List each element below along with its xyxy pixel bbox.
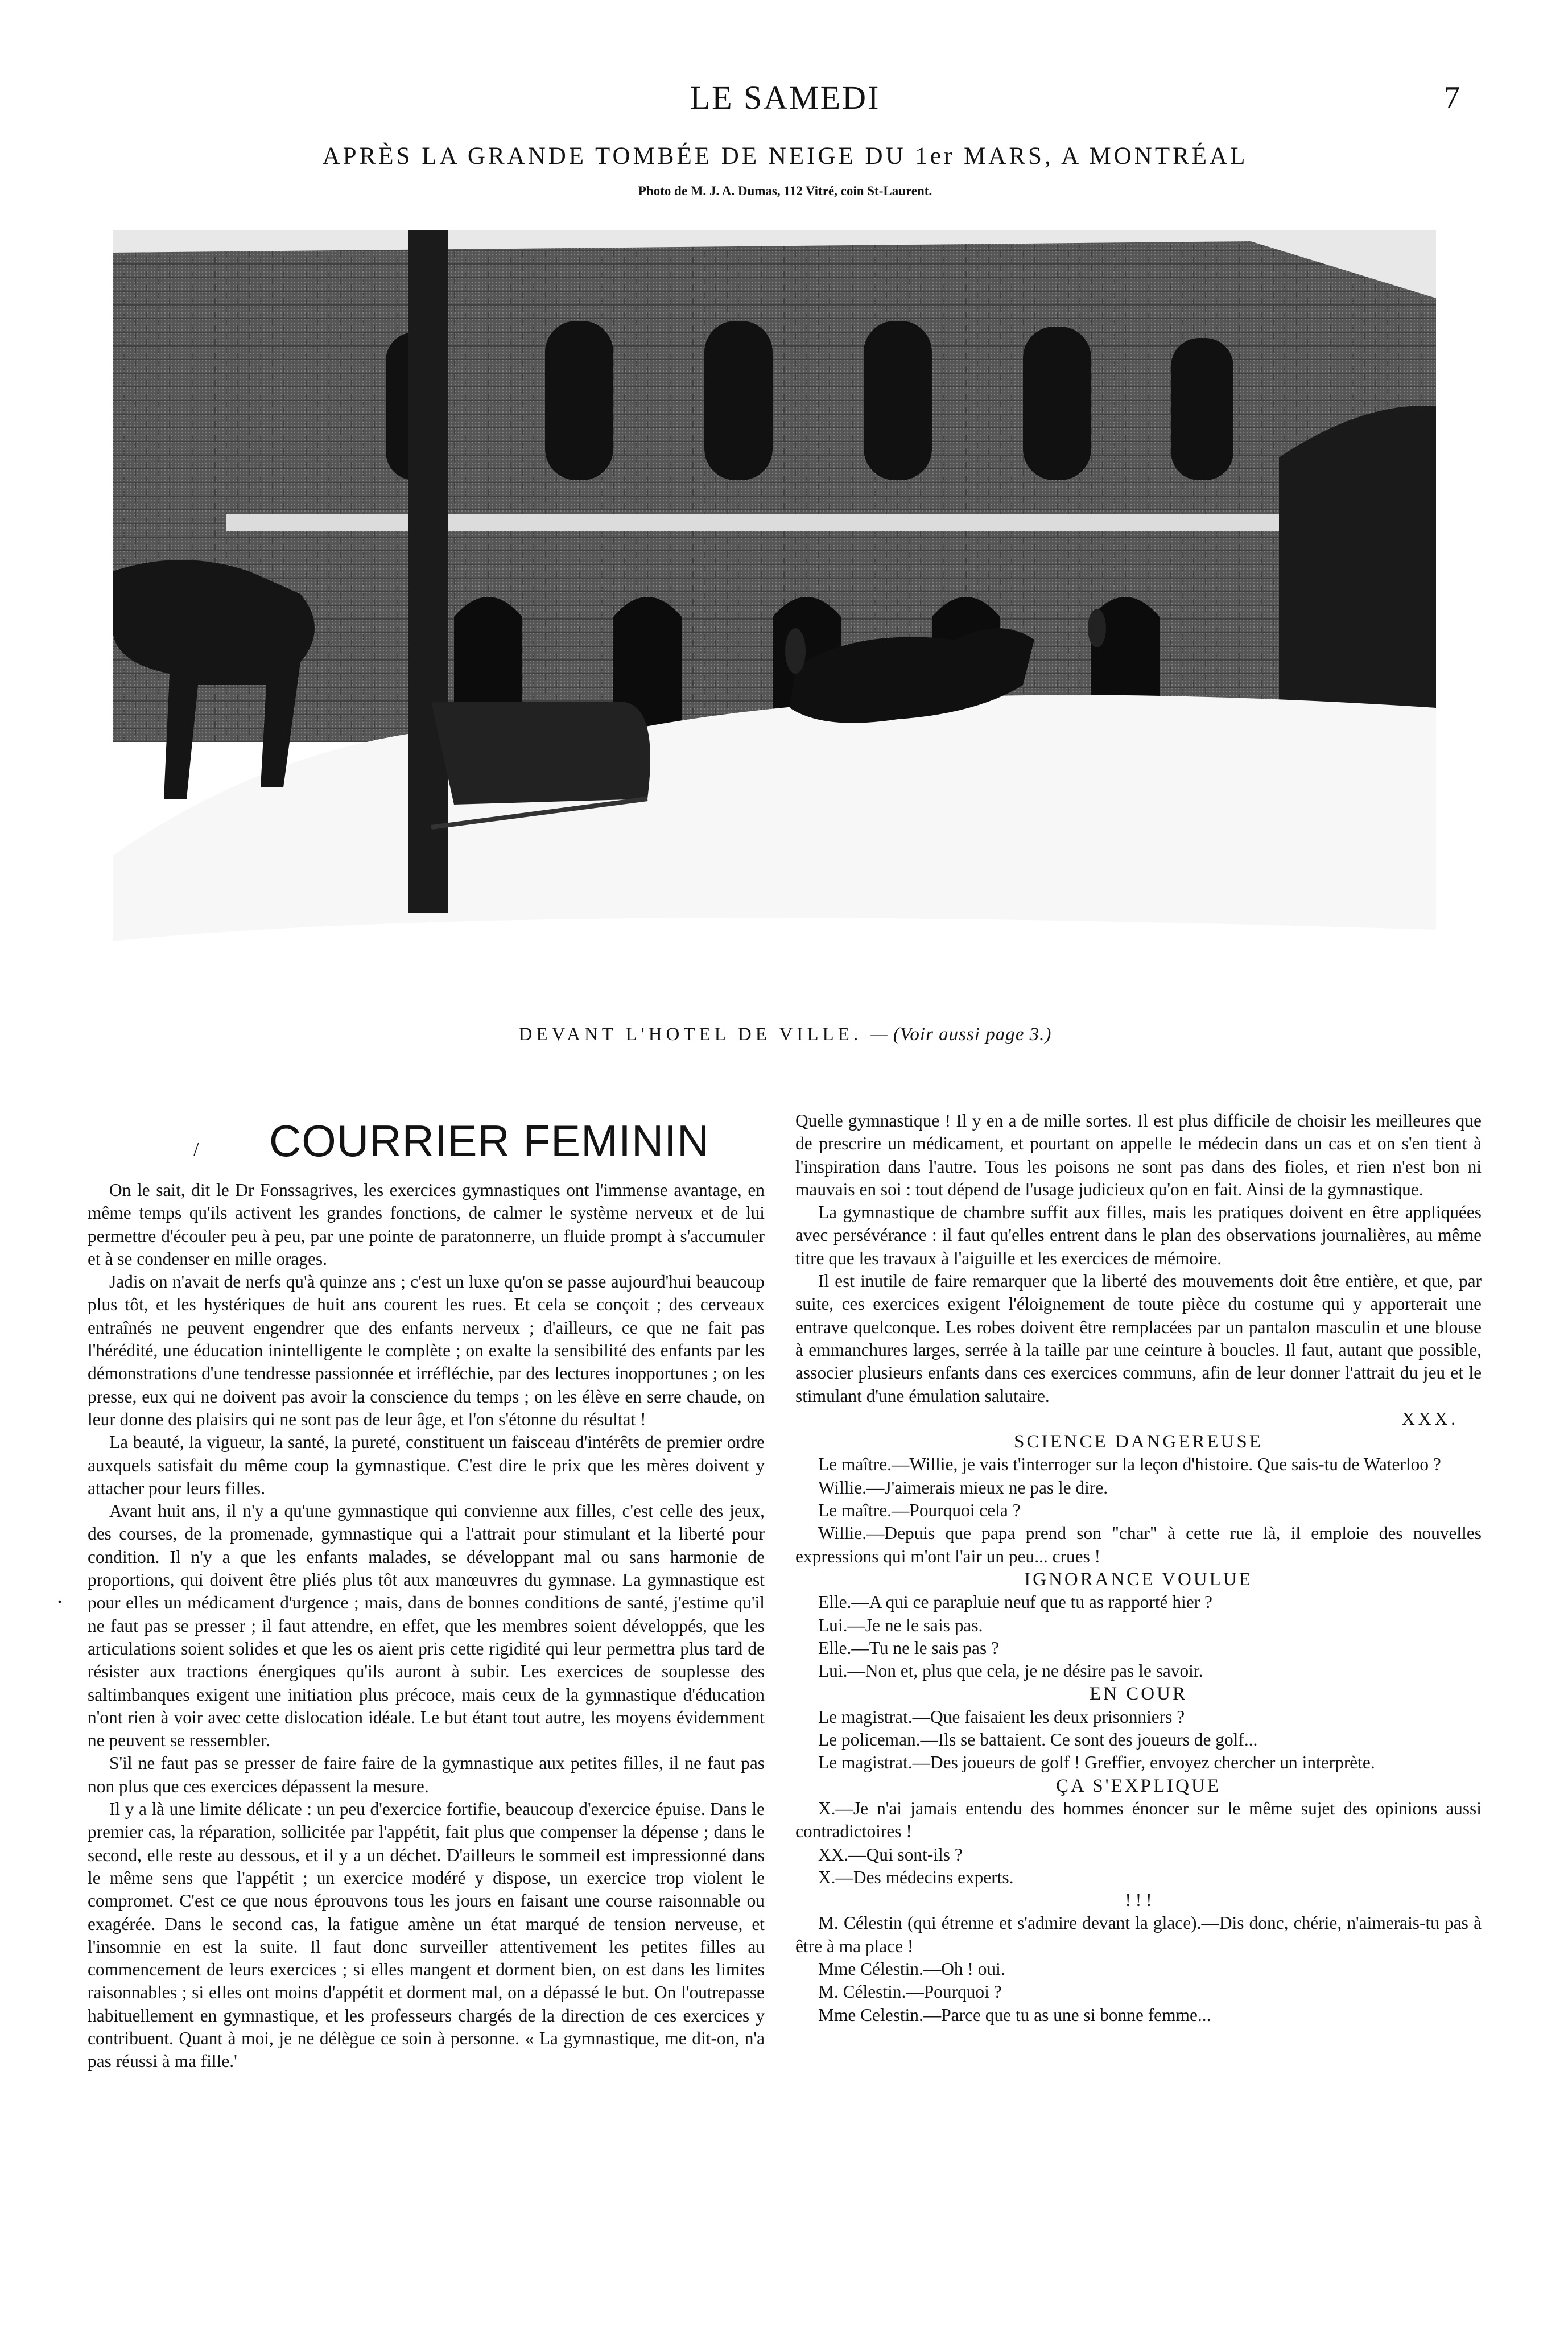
joke-line: Mme Celestin.—Parce que tu as une si bonne femme... <box>818 2004 1211 2025</box>
left-paragraph: S'il ne faut pas se presser de faire faire de la gymnastique aux petites filles, il ne faut pas non plus que ces exercices dépassent la mesure. <box>88 1753 765 1796</box>
photo-caption <box>228 1024 1343 1045</box>
right-paragraph: La gymnastique de chambre suffit aux filles, mais les pratiques doivent en être appliquées avec persévérance : il faut qu'elles entrent dans le plan des observations journalières, au même titre que les travaux à l'aiguille et les exercices de mémoire. <box>795 1202 1482 1268</box>
joke-heading: IGNORANCE VOULUE <box>1024 1569 1253 1590</box>
joke-line: Le magistrat.—Des joueurs de golf ! Greffier, envoyez chercher un interprète. <box>818 1752 1375 1773</box>
joke-heading: SCIENCE DANGEREUSE <box>1014 1432 1263 1453</box>
joke-line: Lui.—Non et, plus que cela, je ne désire pas le savoir. <box>818 1661 1203 1681</box>
left-column <box>88 1179 765 2073</box>
margin-dot: . <box>57 1582 63 1608</box>
joke-line: X.—Des médecins experts. <box>818 1867 1014 1887</box>
right-paragraph: Il est inutile de faire remarquer que la liberté des mouvements doit être entière, et que, par suite, ces exercices exigent l'éloignement de toute pièce du costume qui y apporterait une entrave quelconque. Les robes doivent être remplacées par un pantalon masculin et une blouse à emmanchures larges, serrée à la taille par une ceinture à boucles. Il faut, autant que possible, associer plusieurs enfants dans ces exercices communs, afin de leur donner l'attrait du jeu et le stimulant d'une émulation salutaire. <box>795 1271 1482 1406</box>
joke-line: Le maître.—Pourquoi cela ? <box>818 1500 1021 1521</box>
joke-line: Le policeman.—Ils se battaient. Ce sont des joueurs de golf... <box>818 1730 1258 1750</box>
left-paragraph: On le sait, dit le Dr Fonssagrives, les exercices gymnastiques ont l'immense avantage, en même temps qu'ils activent les grandes fonctions, de calmer le système nerveux et de lui permettre d'écouler peu à peu, par une pointe de paratonnerre, un fluide prompt à s'accumuler et à se condenser en mille orages. <box>88 1180 765 1269</box>
joke-line: Elle.—A qui ce parapluie neuf que tu as rapporté hier ? <box>818 1592 1212 1612</box>
caption-text: DEVANT L'HOTEL DE VILLE. <box>518 1024 863 1045</box>
right-paragraph: Quelle gymnastique ! Il y en a de mille sortes. Il est plus difficile de choisir les meilleures que de prescrire un médicament, et pourtant on appelle le médecin dans un cas et on s'en tient à l'inspiration dans l'autre. Tous les poisons ne sont pas dans des fioles, et rien n'est bon ni mauvais en soi : tout dépend de l'usage judicieux qu'on en fait. Ainsi de la gymnastique. <box>795 1111 1482 1199</box>
joke-exclamations <box>795 1889 1482 2027</box>
joke-heading: ÇA S'EXPLIQUE <box>1056 1775 1221 1796</box>
left-paragraph: Avant huit ans, il n'y a qu'une gymnastique qui convienne aux filles, c'est celle des jeux, des courses, de la promenade, gymnastique qui a l'attrait pour stimulant et la liberté pour condition. Il n'y a que les enfants malades, se développant mal ou sans harmonie de proportions, qui doivent être pliés plus tôt aux manœuvres du gymnase. La gymnastique est pour elles un médicament d'urgence ; mais, dans de bonnes conditions de santé, j'estime qu'il ne faut pas se presser ; il faut attendre, en effet, que les membres soient développés, que les articulations soient solides et que les os aient pris cette rigidité qui leur permettra plus tard de résister aux tractions énergiques qu'ils auront à subir. Les exercices de souplesse des saltimbanques exigent une initiation plus précoce, mais ceux de la gymnastique d'éducation n'ont rien à voir avec cette dislocation idéale. Le but étant tout autre, les moyens évidemment ne peuvent se ressembler. <box>88 1501 765 1751</box>
article-signature: XXX. <box>1402 1408 1459 1429</box>
left-paragraph: Il y a là une limite délicate : un peu d'exercice fortifie, beaucoup d'exercice épuise. Dans le premier cas, la réparation, sollicitée par l'appétit, fait plus que compenser la dépense ; dans le second, elle reste au dessous, et il y a un déchet. D'ailleurs le sommeil est impressionné dans le même sens que l'appétit ; un exercice modéré y dispose, un exercice trop violent le compromet. C'est ce que nous éprouvons tous les jours en faisant une course raisonnable ou exagérée. Dans le second cas, la fatigue amène un état marqué de tension nerveuse, et l'insomnie en est la suite. Il faut donc surveiller attentivement les petites filles au commencement de leurs exercices ; si elles mangent et dorment bien, on est dans les limites raisonnables ; si elles ont moins d'appétit et dorment mal, on a dépassé le but. On l'outrepasse habituellement en gymnastique, et les professeurs chargés de la direction de ces exercices y contribuent. Quant à moi, je ne délègue ce soin à personne. « La gymnastique, me dit-on, n'a pas réussi à ma fille.' <box>88 1799 765 2072</box>
joke-line: M. Célestin.—Pourquoi ? <box>818 1982 1002 2002</box>
right-column <box>795 1109 1482 2027</box>
joke-heading: EN COUR <box>1090 1684 1187 1705</box>
caption-note: — (Voir aussi page 3.) <box>870 1024 1052 1045</box>
left-paragraph: Jadis on n'avait de nerfs qu'à quinze ans ; c'est un luxe qu'on se passe aujourd'hui beaucoup plus tôt, et les hystériques de huit ans courent les rues. Et cela se conçoit ; des cerveaux entraînés ne peuvent engendrer que des enfants nerveux ; d'ailleurs, ce que ne fait pas l'hérédité, une éducation inintelligente le complète ; on exalte la sensibilité des enfants par les démonstrations d'une tendresse passionnée et irréfléchie, par des lectures inopportunes ; on les presse, eux qui ne doivent pas avoir la conscience du temps ; on les élève en serre chaude, on leur donne des plaisirs qui ne sont pas de leur âge, et l'on s'étonne du résultat ! <box>88 1272 765 1429</box>
joke-line: Le magistrat.—Que faisaient les deux prisonniers ? <box>818 1706 1185 1727</box>
heading-mark: / <box>193 1139 199 1160</box>
joke-line: XX.—Qui sont-ils ? <box>818 1844 963 1865</box>
joke-science-dangereuse <box>795 1430 1482 1568</box>
joke-line: X.—Je n'ai jamais entendu des hommes énoncer sur le même sujet des opinions aussi contradictoires ! <box>795 1798 1482 1842</box>
article-title: COURRIER FEMININ <box>269 1116 710 1166</box>
joke-line: Le maître.—Willie, je vais t'interroger sur la leçon d'histoire. Que sais-tu de Waterloo ? <box>818 1454 1441 1475</box>
joke-line: Mme Célestin.—Oh ! oui. <box>818 1958 1005 1979</box>
joke-line: Lui.—Je ne le sais pas. <box>818 1615 983 1635</box>
joke-ignorance-voulue <box>795 1568 1482 1682</box>
left-paragraph: La beauté, la vigueur, la santé, la pureté, constituent un faisceau d'intérêts de premier ordre auxquels satisfait du même coup la gymnastique. C'est dire le prix que les mères doivent y attacher pour leurs filles. <box>88 1432 765 1498</box>
joke-line: Willie.—Depuis que papa prend son "char" à cette rue là, il emploie des nouvelles expressions qui m'ont l'air un peu... crues ! <box>795 1523 1482 1566</box>
joke-heading: ! ! ! <box>1125 1890 1152 1911</box>
photo-title: APRÈS LA GRANDE TOMBÉE DE NEIGE DU 1er MARS, A MONTRÉAL <box>322 143 1248 170</box>
snow-scene-photograph <box>113 230 1436 999</box>
page-number: 7 <box>1444 80 1460 116</box>
joke-line: Elle.—Tu ne le sais pas ? <box>818 1637 999 1658</box>
joke-line: Willie.—J'aimerais mieux ne pas le dire. <box>818 1477 1108 1498</box>
masthead: LE SAMEDI <box>690 79 881 116</box>
joke-ca-s-explique <box>795 1775 1482 1889</box>
joke-en-cour <box>795 1682 1482 1774</box>
photo-credit: Photo de M. J. A. Dumas, 112 Vitré, coin St-Laurent. <box>638 184 932 198</box>
joke-line: M. Célestin (qui étrenne et s'admire devant la glace).—Dis donc, chérie, n'aimerais-tu pas à être à ma place ! <box>795 1913 1482 1956</box>
